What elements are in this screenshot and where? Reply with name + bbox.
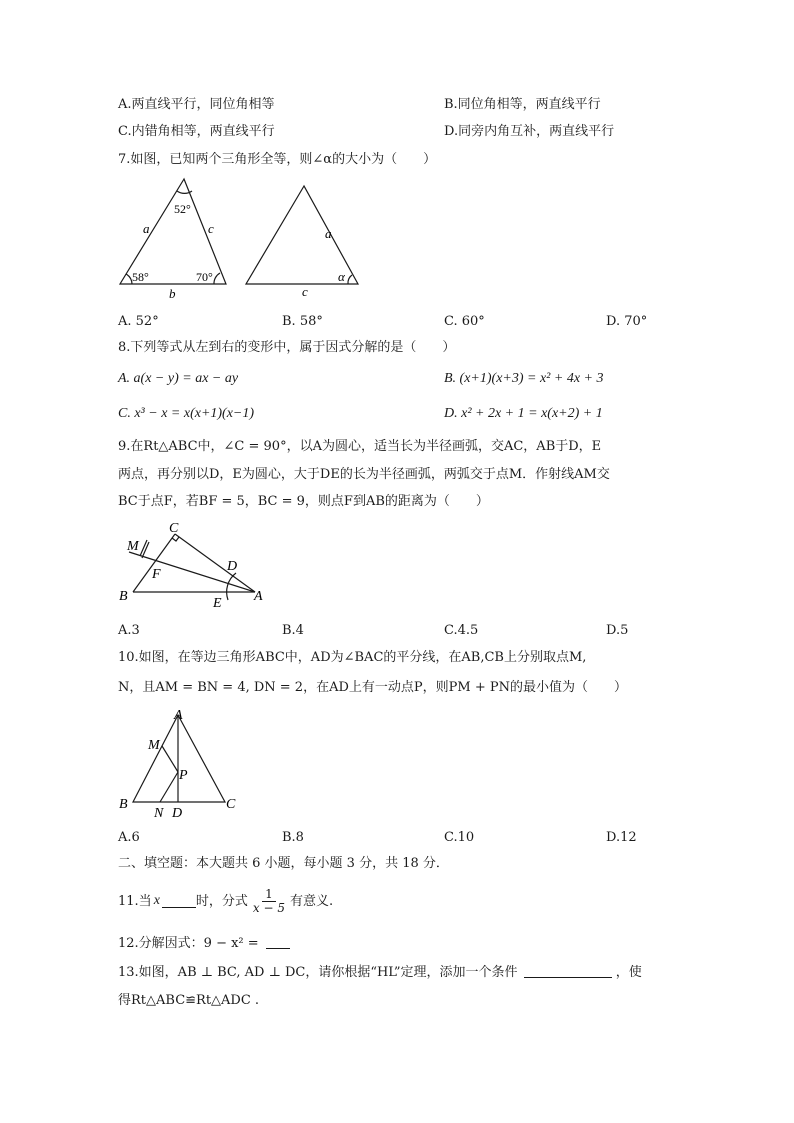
q7-stem: 7.如图，已知两个三角形全等，则∠α的大小为（ ） [118,152,437,167]
q9-side-bc [133,534,175,592]
q7-label-alpha: α [338,269,345,284]
q8-option-b: B. (x+1)(x+3) = x² + 4x + 3 [444,371,604,386]
q9-label-f: F [152,567,161,582]
q10-label-n: N [154,806,164,821]
q9-option-d: D.5 [606,623,629,638]
q10-label-b: B [119,797,128,812]
q10-option-d: D.12 [606,830,637,845]
q11-numerator: 1 [262,888,276,902]
q11-var: x [153,893,160,909]
q10-label-c: C [226,797,236,812]
q11-suffix: 有意义. [290,893,334,909]
q6-option-a: A.两直线平行，同位角相等 [118,97,275,112]
q13-answer-blank[interactable] [524,965,612,978]
q7-label-a2: a [325,226,332,241]
q10-option-c: C.10 [444,830,475,845]
q7-figure [110,172,380,302]
q13-line-1 [118,965,642,979]
q12-answer-blank[interactable] [266,936,290,949]
q7-label-a: a [143,221,150,236]
q11-denominator: x − 5 [252,900,286,915]
q10-label-d: D [172,806,183,821]
q8-stem: 8.下列等式从左到右的变形中，属于因式分解的是（ ） [118,340,456,355]
q9-side-ca [175,534,255,592]
q7-option-d: D. 70° [606,314,648,329]
q10-segment-pn [160,772,178,802]
q13-line-1-end: ，使 [615,965,642,980]
q7-label-c2: c [302,284,308,299]
q7-label-c: c [208,221,214,236]
q9-option-b: B.4 [282,623,304,638]
q10-label-a: A [174,708,183,723]
q9-option-a: A.3 [118,623,140,638]
q10-line-1: 10.如图，在等边三角形ABC中，AD为∠BAC的平分线，在AB,CB上分别取点M, [118,650,587,665]
q7-label-b: b [169,286,176,301]
q9-line-2: 两点，再分别以D，E为圆心，大于DE的长为半径画弧，两弧交于点M．作射线AM交 [118,467,610,482]
q11-fraction [250,888,288,914]
q11-prefix: 11.当 [118,893,152,909]
q7-label-top-angle: 52° [174,202,191,216]
q10-line-2: N，且AM = BN = 4, DN = 2，在AD上有一动点P，则PM + PN的最小值为（ ） [118,680,627,695]
q7-right-angle-arc [214,273,220,284]
q6-option-c: C.内错角相等，两直线平行 [118,124,275,139]
q9-label-d: D [227,559,238,574]
q10-figure [115,706,245,821]
q9-option-c: C.4.5 [444,623,479,638]
q7-option-a: A. 52° [118,314,159,329]
q10-triangle-abc [133,715,225,802]
q6-option-d: D.同旁内角互补，两直线平行 [444,124,615,139]
q12-text: 12.分解因式：9 − x² = [118,936,259,951]
q7-option-c: C. 60° [444,314,485,329]
q9-label-c: C [169,521,179,536]
q9-line-3: BC于点F，若BF = 5，BC = 9，则点F到AB的距离为（ ） [118,494,489,509]
q6-option-b: B.同位角相等，两直线平行 [444,97,601,112]
q9-label-m: M [127,539,139,554]
section-heading-fill-in: 二、填空题：本大题共 6 小题，每小题 3 分，共 18 分． [118,856,449,871]
q7-alpha-arc [348,275,352,284]
q11 [118,888,333,914]
q7-label-right-angle: 70° [196,270,213,284]
q9-label-e: E [213,596,222,611]
q7-label-left-angle: 58° [132,270,149,284]
q7-option-b: B. 58° [282,314,323,329]
q10-label-m: M [148,738,160,753]
q9-label-b: B [119,589,128,604]
q11-answer-blank[interactable] [162,895,196,908]
q9-label-a: A [254,589,263,604]
q12 [118,936,290,950]
q10-label-p: P [179,768,188,783]
q11-mid: 时，分式 [195,893,248,909]
q8-option-a: A. a(x − y) = ax − ay [118,371,239,386]
q10-option-b: B.8 [282,830,304,845]
q13-line-1-text: 13.如图，AB ⊥ BC, AD ⊥ DC，请你根据“HL”定理，添加一个条件 [118,965,518,980]
q8-option-d: D. x² + 2x + 1 = x(x+2) + 1 [444,406,603,421]
q13-line-2: 得Rt△ABC≌Rt△ADC . [118,993,260,1008]
q8-option-c: C. x³ − x = x(x+1)(x−1) [118,406,255,421]
q9-figure [115,518,275,613]
q10-segment-mp [162,746,178,772]
q9-line-1: 9.在Rt△ABC中，∠C = 90°，以A为圆心，适当长为半径画弧，交AC，AB于D，E [118,439,602,454]
q10-option-a: A.6 [118,830,140,845]
